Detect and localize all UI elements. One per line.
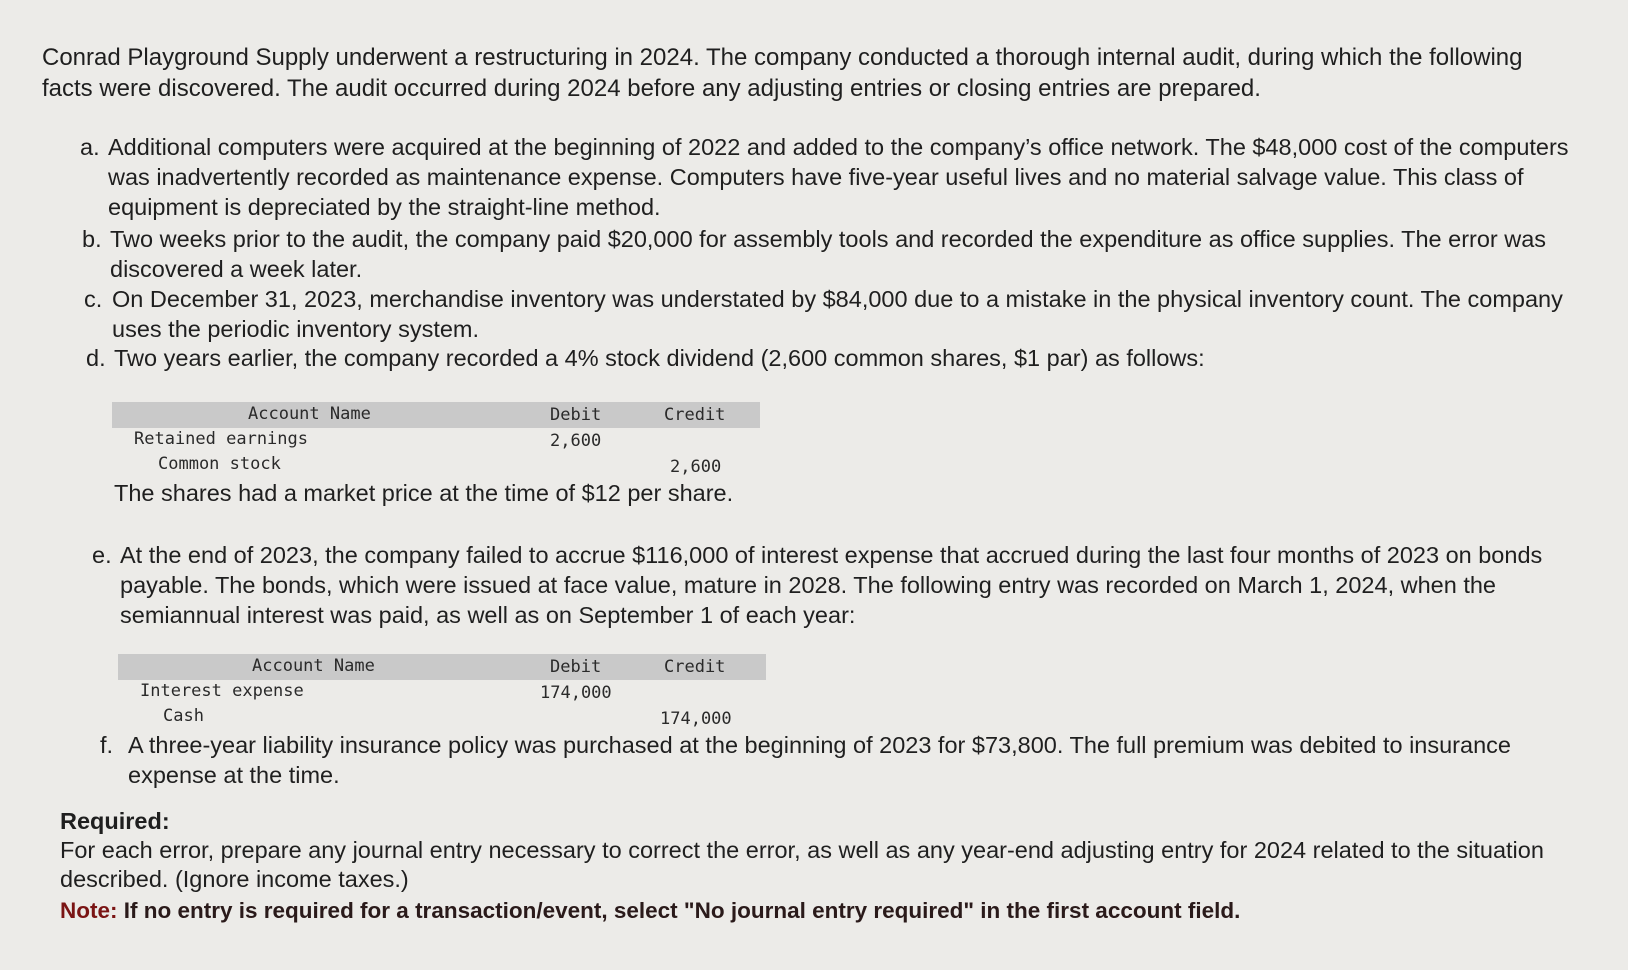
row-debit: 2,600	[550, 431, 602, 451]
item-a	[80, 132, 1588, 222]
row-account: Cash	[163, 706, 204, 726]
required-instructions: For each error, prepare any journal entry necessary to correct the error, as well as any year-end adjusting entry for 2024 related to the situation described. (Ignore income taxes.)	[60, 837, 1544, 892]
item-b	[82, 224, 1590, 284]
row-account: Retained earnings	[134, 429, 308, 449]
header-debit: Debit	[550, 405, 602, 425]
item-f-text: A three-year liability insurance policy was purchased at the beginning of 2023 for $73,800. The full premium was debited to insurance expense at the time.	[128, 732, 1511, 788]
header-debit: Debit	[550, 657, 602, 677]
row-credit: 2,600	[670, 457, 722, 477]
item-b-label: b.	[82, 226, 102, 252]
row-credit: 174,000	[660, 709, 732, 729]
note-label: Note:	[60, 898, 118, 923]
row-account: Common stock	[158, 454, 281, 474]
item-c-label: c.	[84, 286, 103, 312]
header-credit: Credit	[664, 657, 726, 677]
item-e-text: At the end of 2023, the company failed to accrue $116,000 of interest expense that accrued during the last four months of 2023 on bonds payable. The bonds, which were issued at face value, mature in 2028. The following entry was recorded on March 1, 2024, when the semiannual interest was paid, as well as on September 1 of each year:	[120, 542, 1543, 628]
header-account-name: Account Name	[248, 404, 371, 424]
item-b-text: Two weeks prior to the audit, the company paid $20,000 for assembly tools and recorded the expenditure as office supplies. The error was discovered a week later.	[110, 226, 1547, 282]
row-account: Interest expense	[140, 681, 304, 701]
header-credit: Credit	[664, 405, 726, 425]
item-e-label: e.	[92, 542, 112, 568]
journal-table-interest	[118, 654, 768, 734]
item-d-market-price-note: The shares had a market price at the time of $12 per share.	[114, 480, 734, 506]
row-debit: 174,000	[540, 683, 612, 703]
journal-table-stock-dividend	[112, 402, 762, 482]
item-a-label: a.	[80, 134, 100, 160]
item-d-text: Two years earlier, the company recorded a 4% stock dividend (2,600 common shares, $1 par) as follows:	[114, 345, 1205, 371]
item-f-label: f.	[100, 732, 114, 758]
item-d-label: d.	[86, 345, 106, 371]
item-d	[86, 343, 1594, 373]
header-account-name: Account Name	[252, 656, 375, 676]
item-f	[100, 730, 1568, 790]
note-text: If no entry is required for a transaction/event, select "No journal entry required" in the first account field.	[123, 898, 1241, 923]
journal-table-header	[112, 402, 760, 428]
item-e	[92, 540, 1600, 630]
item-c-text: On December 31, 2023, merchandise inventory was understated by $84,000 due to a mistake in the physical inventory count. The company uses the periodic inventory system.	[112, 286, 1563, 342]
item-c	[84, 284, 1592, 344]
intro-paragraph: Conrad Playground Supply underwent a restructuring in 2024. The company conducted a thorough internal audit, during which the following facts were discovered. The audit occurred during 2024 before any adjusting entries or closing entries are prepared.	[42, 44, 1523, 102]
required-note	[60, 896, 1580, 926]
required-title: Required:	[60, 808, 170, 834]
item-a-text: Additional computers were acquired at the beginning of 2022 and added to the company’s office network. The $48,000 cost of the computers was inadvertently recorded as maintenance expense. Computers have five-year useful lives and no material salvage value. This class of equipment is depreciated by the straight-line method.	[108, 134, 1569, 220]
